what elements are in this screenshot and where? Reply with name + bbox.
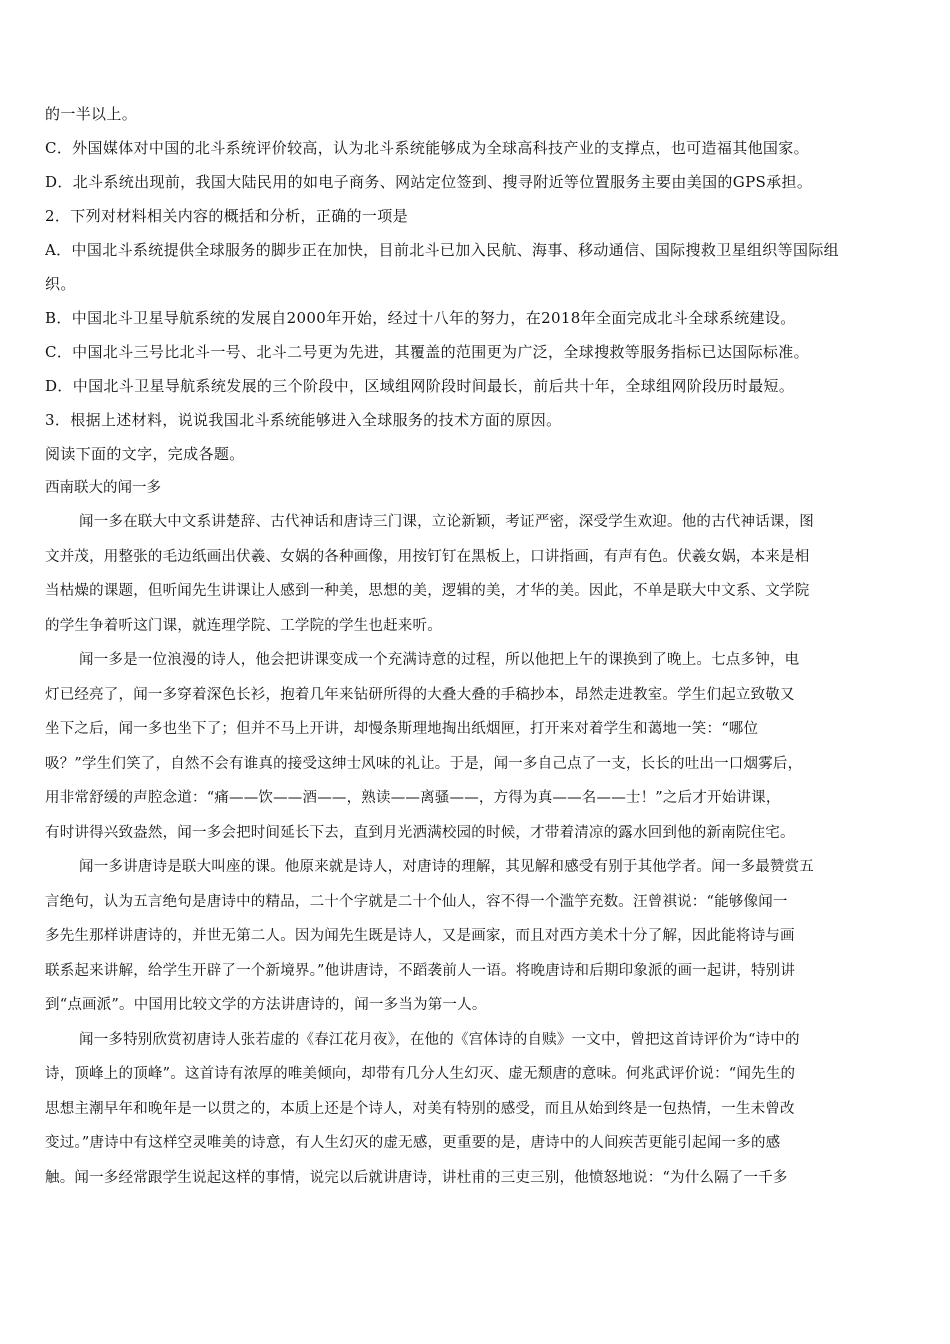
paragraph-line: 闻一多讲唐诗是联大叫座的课。他原来就是诗人，对唐诗的理解，其见解和感受有别于其他学者。闻一多最赞赏五 [79, 859, 814, 875]
paragraph-line: 多先生那样讲唐诗的，并世无第二人。因为闻先生既是诗人，又是画家，而且对西方美术十分了解，因此能将诗与画 [45, 928, 795, 944]
document-page [45, 97, 907, 1195]
question-3-stem: 3．根据上述材料，说说我国北斗系统能够进入全球服务的技术方面的原因。 [45, 411, 562, 429]
paragraph-line: 用非常舒缓的声腔念道：“痛——饮——酒——，熟读——离骚——，方得为真——名——士！”之后才开始讲课， [45, 790, 781, 806]
paragraph-line: 灯已经亮了，闻一多穿着深色长衫，抱着几年来钻研所得的大叠大叠的手稿抄本，昂然走进教室。学生们起立致敬又 [45, 686, 795, 703]
article-paragraph-3 [45, 850, 907, 1023]
article-paragraph-2 [45, 643, 907, 850]
paragraph-line: 言绝句，认为五言绝句是唐诗中的精品，二十个字就是二十个仙人，容不得一个滥竽充数。汪曾祺说：“能够像闻一 [45, 893, 788, 910]
paragraph-line: 闻一多特别欣赏初唐诗人张若虚的《春江花月夜》，在他的《宫体诗的自赎》一文中，曾把这首诗评价为“诗中的 [79, 1031, 800, 1048]
paragraph-line: 闻一多在联大中文系讲楚辞、古代神话和唐诗三门课，立论新颖，考证严密，深受学生欢迎。他的古代神话课，图 [79, 514, 814, 530]
paragraph-line: 到“点画派”。中国用比较文学的方法讲唐诗的，闻一多当为第一人。 [45, 997, 487, 1013]
paragraph-line: 吸？”学生们笑了，自然不会有谁真的接受这绅士风味的礼让。于是，闻一多自己点了一支，长长的吐出一口烟雾后， [45, 755, 803, 772]
article-title: 西南联大的闻一多 [45, 480, 161, 496]
question-1-tail: 的一半以上。 [45, 105, 138, 123]
paragraph-line: 当枯燥的课题，但听闻先生讲课让人感到一种美，思想的美，逻辑的美，才华的美。因此，不单是联大中文系、文学院 [45, 583, 810, 599]
paragraph-line: 触。闻一多经常跟学生说起这样的事情，说完以后就讲唐诗，讲杜甫的三吏三别，他愤怒地说：“为什么隔了一千多 [45, 1169, 788, 1186]
paragraph-line: 闻一多是一位浪漫的诗人，他会把讲课变成一个充满诗意的过程，所以他把上午的课换到了晚上。七点多钟，电 [79, 652, 800, 668]
reading-instruction: 阅读下面的文字，完成各题。 [45, 445, 245, 463]
question-2-stem: 2．下列对材料相关内容的概括和分析，正确的一项是 [45, 207, 408, 225]
paragraph-line: 诗，顶峰上的顶峰”。这首诗有浓厚的唯美倾向，却带有几分人生幻灭、虚无颓唐的意味。何兆武评价说：“闻先生的 [45, 1066, 796, 1082]
question-2-option-c: C．中国北斗三号比北斗一号、北斗二号更为先进，其覆盖的范围更为广泛，全球搜救等服务指标已达国际标准。 [45, 343, 809, 361]
paragraph-line: 有时讲得兴致盎然，闻一多会把时间延长下去，直到月光洒满校园的时候，才带着清凉的露水回到他的新南院住宅。 [45, 824, 795, 841]
paragraph-line: 坐下之后，闻一多也坐下了；但并不马上开讲，却慢条斯理地掏出纸烟匣，打开来对着学生和蔼地一笑：“哪位 [45, 721, 759, 737]
paragraph-line: 的学生争着听这门课，就连理学院、工学院的学生也赶来听。 [45, 617, 442, 634]
question-1-option-c: C．外国媒体对中国的北斗系统评价较高，认为北斗系统能够成为全球高科技产业的支撑点，也可造福其他国家。 [45, 139, 809, 157]
paragraph-line: 联系起来讲解，给学生开辟了一个新境界。”他讲唐诗，不蹈袭前人一语。将晚唐诗和后期印象派的画一起讲，特别讲 [45, 962, 796, 979]
question-2-option-b: B．中国北斗卫星导航系统的发展自2000年开始，经过十八年的努力，在2018年全面完成北斗全球系统建设。 [45, 309, 796, 327]
article-paragraph-4 [45, 1023, 907, 1196]
paragraph-line: 思想主潮早年和晚年是一以贯之的，本质上还是个诗人，对美有特别的感受，而且从始到终是一包热情，一生未曾改 [45, 1100, 795, 1117]
question-2-option-a-line-2: 织。 [45, 275, 76, 293]
paragraph-line: 变过。”唐诗中有这样空灵唯美的诗意，有人生幻灭的虚无感，更重要的是，唐诗中的人间疾苦更能引起闻一多的感 [45, 1135, 781, 1151]
question-1-option-d: D．北斗系统出现前，我国大陆民用的如电子商务、网站定位签到、搜寻附近等位置服务主要由美国的GPS承担。 [45, 173, 813, 191]
paragraph-line: 文并茂，用整张的毛边纸画出伏羲、女娲的各种画像，用按钉钉在黑板上，口讲指画，有声有色。伏羲女娲，本来是相 [45, 548, 810, 565]
article-paragraph-1 [45, 505, 907, 643]
question-2-option-d: D．中国北斗卫星导航系统发展的三个阶段中，区域组网阶段时间最长，前后共十年，全球组网阶段历时最短。 [45, 377, 795, 395]
question-2-option-a-line-1: A．中国北斗系统提供全球服务的脚步正在加快，目前北斗已加入民航、海事、移动通信、国际搜救卫星组织等国际组 [45, 241, 840, 259]
